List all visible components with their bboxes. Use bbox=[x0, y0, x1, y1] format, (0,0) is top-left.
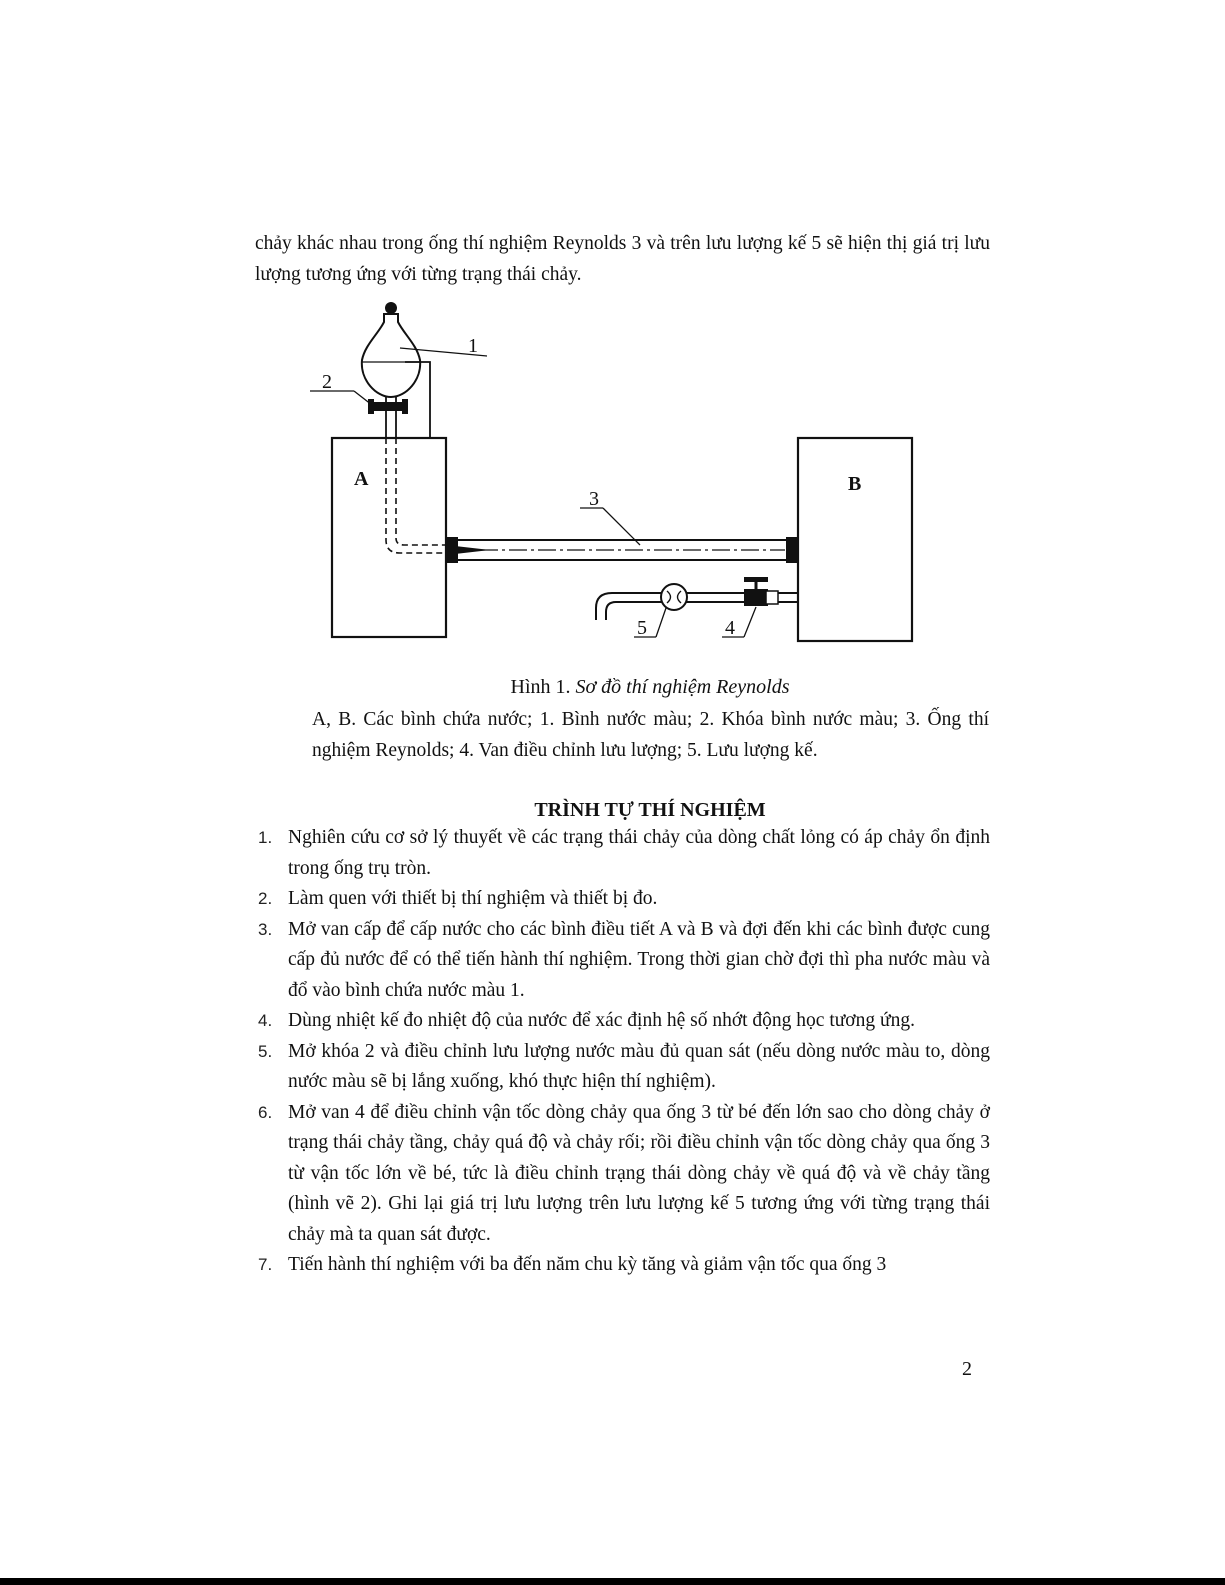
label-tank-b: B bbox=[848, 473, 862, 495]
tank-a bbox=[332, 438, 446, 637]
step-item bbox=[250, 884, 990, 915]
label-tank-a: A bbox=[354, 468, 369, 490]
step-number: 1. bbox=[258, 828, 273, 847]
step-item bbox=[250, 1250, 990, 1281]
step-text: Tiến hành thí nghiệm với ba đến năm chu kỳ tăng và giảm vận tốc qua ống 3 bbox=[288, 1254, 887, 1275]
flowmeter bbox=[661, 584, 687, 610]
label-3: 3 bbox=[589, 488, 599, 510]
step-item bbox=[250, 1037, 990, 1098]
figure-caption-title bbox=[0, 672, 1225, 702]
label-5: 5 bbox=[637, 617, 647, 639]
page-number: 2 bbox=[962, 1358, 972, 1380]
step-number: 2. bbox=[258, 889, 273, 908]
step-number: 5. bbox=[258, 1041, 273, 1061]
step-text: Dùng nhiệt kế đo nhiệt độ của nước để xác định hệ số nhớt động học tương ứng. bbox=[288, 1010, 915, 1031]
step-text: Mở khóa 2 và điều chỉnh lưu lượng nước màu đủ quan sát (nếu dòng nước màu to, dòng nước màu sẽ bị lắng xuống, khó thực hiện thí nghiệm). bbox=[288, 1040, 990, 1092]
label-2: 2 bbox=[322, 371, 332, 393]
step-text: Mở van cấp để cấp nước cho các bình điều tiết A và B và đợi đến khi các bình được cung cấp đủ nước để có thể tiến hành thí nghiệm. Trong thời gian chờ đợi thì pha nước màu và đổ vào bình chứa nước màu 1. bbox=[288, 918, 990, 1001]
step-number: 7. bbox=[258, 1255, 273, 1274]
bottom-border-bar bbox=[0, 1578, 1225, 1585]
diagram-svg bbox=[300, 295, 925, 655]
step-text: Nghiên cứu cơ sở lý thuyết về các trạng thái chảy của dòng chất lỏng có áp chảy ổn định trong ống trụ tròn. bbox=[288, 827, 990, 879]
step-text: Làm quen với thiết bị thí nghiệm và thiết bị đo. bbox=[288, 888, 658, 909]
step-item bbox=[250, 1098, 990, 1251]
step-number: 3. bbox=[258, 919, 273, 939]
figure-caption-description: A, B. Các bình chứa nước; 1. Bình nước màu; 2. Khóa bình nước màu; 3. Ống thí nghiệm Reynolds; 4. Van điều chỉnh lưu lượng; 5. Lưu lượng kế. bbox=[312, 709, 989, 761]
tank-b bbox=[798, 438, 912, 641]
step-item bbox=[250, 823, 990, 884]
step-number: 6. bbox=[258, 1102, 273, 1122]
caption-prefix: Hình 1. bbox=[510, 676, 571, 698]
flow-valve-handle bbox=[744, 577, 768, 582]
tube-flange-left bbox=[446, 537, 458, 563]
intro-paragraph: chảy khác nhau trong ống thí nghiệm Reynolds 3 và trên lưu lượng kế 5 sẽ hiện thị giá trị lưu lượng tương ứng với từng trạng thái chảy. bbox=[255, 233, 990, 285]
caption-title-italic: Sơ đồ thí nghiệm Reynolds bbox=[575, 676, 790, 698]
dye-flask bbox=[362, 314, 420, 397]
step-text: Mở van 4 để điều chỉnh vận tốc dòng chảy qua ống 3 từ bé đến lớn sao cho dòng chảy ở trạng thái chảy tầng, chảy quá độ và chảy rối; rồi điều chỉnh vận tốc dòng chảy qua ống 3 từ vận tốc lớn về bé, tức là điều chỉnh trạng thái dòng chảy về quá độ và về chảy tầng (hình vẽ 2). Ghi lại giá trị lưu lượng trên lưu lượng kế 5 tương ứng với từng trạng thái chảy mà ta quan sát được. bbox=[288, 1101, 990, 1245]
section-title: TRÌNH TỰ THÍ NGHIỆM bbox=[534, 799, 766, 821]
step-item bbox=[250, 915, 990, 1007]
label-4: 4 bbox=[725, 617, 735, 639]
tube-flange-right bbox=[786, 537, 798, 563]
dye-injection-tube bbox=[386, 438, 455, 553]
flask-stopper bbox=[385, 302, 397, 314]
dye-stopcock bbox=[372, 402, 406, 411]
flow-valve-body bbox=[744, 589, 768, 606]
step-number: 4. bbox=[258, 1011, 273, 1030]
step-item bbox=[250, 1006, 990, 1037]
reynolds-apparatus-diagram bbox=[300, 295, 925, 655]
procedure-steps-list bbox=[250, 823, 990, 1281]
label-1: 1 bbox=[468, 335, 478, 357]
